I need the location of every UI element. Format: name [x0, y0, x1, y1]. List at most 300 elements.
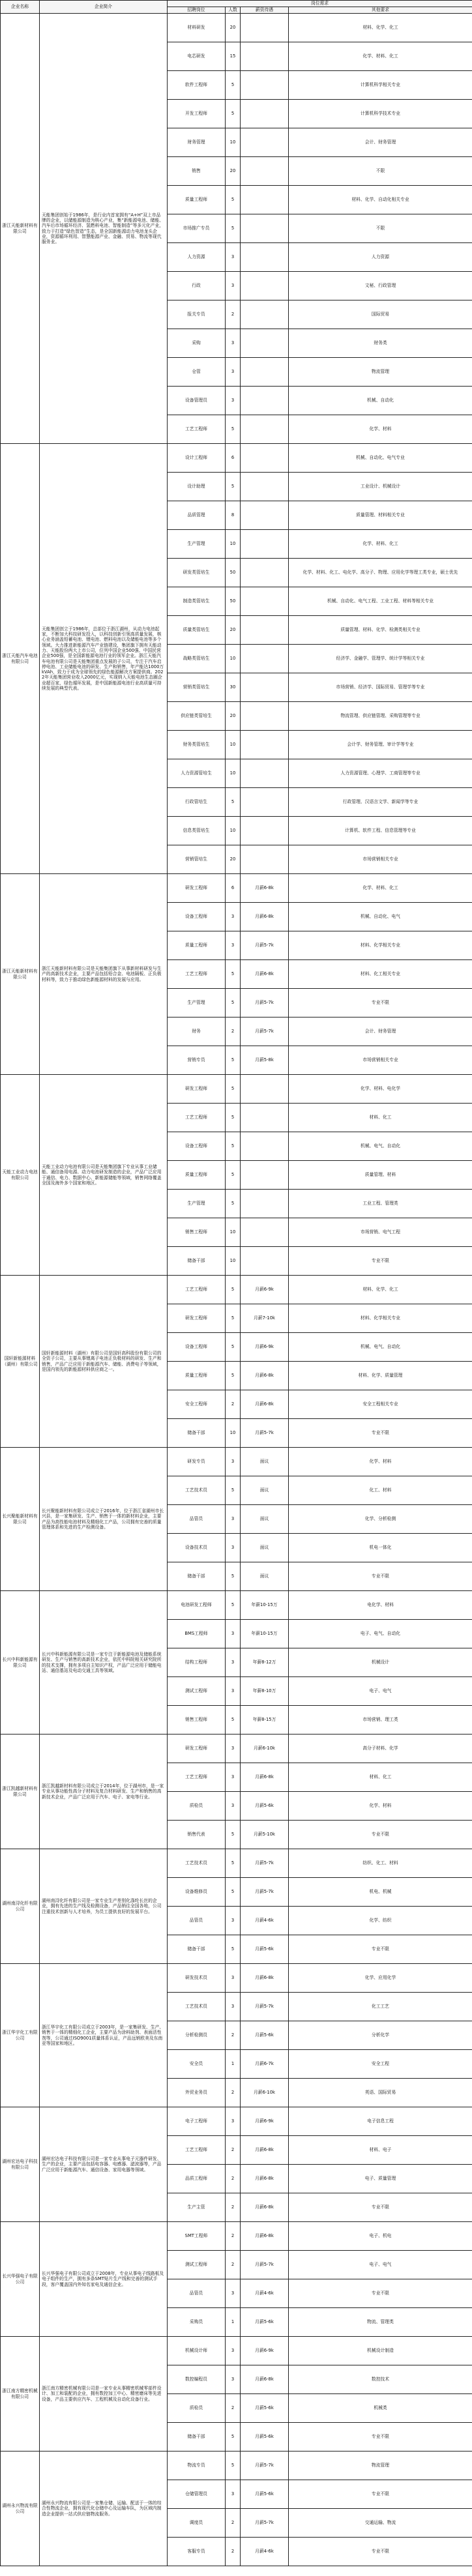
company-intro: 浙江南方精密机械有限公司是一家专业从事精密机械零部件设计、加工和装配的企业，拥有数控加工中心、精密磨床等先进设备，产品主要供应汽车、工程机械及自动化设备行业。 [40, 2337, 168, 2452]
job-count: 8 [226, 501, 241, 530]
job-count: 5 [226, 186, 241, 214]
job-position: 工艺技术员 [168, 1849, 226, 1878]
job-position: 研发工程师 [168, 1304, 226, 1333]
job-count: 3 [226, 387, 241, 415]
job-count: 5 [226, 1476, 241, 1505]
job-count: 3 [226, 1763, 241, 1792]
job-salary: 月薪6-8k [241, 2136, 289, 2165]
company-intro: 长兴华强电子有限公司成立于2008年，专业从事电子线路板及电子组件的生产，拥有多条SMT贴片生产线和完善的测试手段，客户覆盖国内外知名家电及通信企业。 [40, 2222, 168, 2337]
job-salary [241, 731, 289, 759]
job-position: 机械设计师 [168, 2337, 226, 2365]
table-row [1, 1849, 472, 1878]
job-count: 2 [226, 2222, 241, 2251]
job-salary: 月薪5-6k [241, 2423, 289, 2452]
job-count: 2 [226, 2394, 241, 2423]
job-position: 测试工程师 [168, 1677, 226, 1706]
job-count: 10 [226, 731, 241, 759]
job-salary [241, 759, 289, 788]
job-salary: 月薪6-8k [241, 2165, 289, 2193]
job-position: 品管员 [168, 1907, 226, 1935]
job-count: 5 [226, 1333, 241, 1362]
job-salary [241, 645, 289, 673]
job-position: 设备维修员 [168, 1878, 226, 1907]
job-count: 10 [226, 530, 241, 559]
job-requirement: 电化学、材料 [289, 1591, 472, 1620]
job-count: 10 [226, 128, 241, 157]
job-position: 营销类管培生 [168, 673, 226, 702]
job-count: 5 [226, 989, 241, 1017]
job-count: 2 [226, 2079, 241, 2107]
job-count: 3 [226, 1534, 241, 1562]
job-position: 软件工程师 [168, 71, 226, 100]
job-salary [241, 157, 289, 186]
job-requirement: 专业不限 [289, 1821, 472, 1849]
job-requirement: 化学、材料、化工 [289, 42, 472, 71]
job-salary: 月薪6-7k [241, 2050, 289, 2079]
job-salary: 月薪6-8k [241, 1964, 289, 1993]
job-count: 5 [226, 1104, 241, 1132]
job-requirement: 专业不限 [289, 1935, 472, 1964]
job-count: 3 [226, 1648, 241, 1677]
job-position: 品质管理 [168, 501, 226, 530]
job-requirement: 材料、化学相关专业 [289, 1304, 472, 1333]
company-intro: 天能集团创立于1986年，总部位于浙江湖州，从动力电池起家，不断加大科技研发投入，以科技创新引领高质量发展，核心业务涵盖铅蓄电池、锂电池、燃料电池以及储能电池等多个领域。大力推进新能源汽车产业链建设，集团旗下拥有天能动力、天能股份两大上市公司，位列中国企业500强、中国民营企业500强，是全国新能源电池行业的领军企业。浙江天能汽车电池有限公司是天能集团重点发展的子公司，专注于汽车启停电池、工业储能电池的研发、生产和销售，年产能达1000万kVAh，致力于成为全球领先的绿色能源解决方案提供商。2022年天能集团营业收入2000亿元，实现纳入天能电池生态圈企业超百家，绿色循环发展，是中国新能源电池行业高质量可持续发展的典型代表。 [40, 444, 168, 874]
job-salary: 月薪6-8k [241, 2193, 289, 2222]
job-salary [241, 1132, 289, 1161]
job-count: 3 [226, 2107, 241, 2136]
job-requirement: 材料、化学、自动化相关专业 [289, 186, 472, 214]
job-position: 调度员 [168, 2509, 226, 2538]
table-row [1, 1276, 472, 1304]
job-position: 工艺工程师 [168, 960, 226, 989]
job-position: 储备干部 [168, 1935, 226, 1964]
job-position: 生产管理 [168, 530, 226, 559]
job-salary: 年薪8-15万 [241, 1706, 289, 1734]
job-salary: 月薪6-9k [241, 1276, 289, 1304]
job-count: 5 [226, 1878, 241, 1907]
table-row [1, 874, 472, 903]
job-position: 质量工程师 [168, 186, 226, 214]
job-count: 3 [226, 2365, 241, 2394]
job-count: 30 [226, 673, 241, 702]
company-name: 浙江天能新材料有限公司 [1, 14, 40, 444]
table-row [1, 1591, 472, 1620]
job-requirement: 质量管理、材料相关专业 [289, 501, 472, 530]
job-requirement: 材料、化学、化工 [289, 1276, 472, 1304]
job-position: 结构工程师 [168, 1648, 226, 1677]
job-position: 工艺工程师 [168, 2136, 226, 2165]
job-requirement: 不限 [289, 157, 472, 186]
job-salary [241, 1218, 289, 1247]
company-name: 浙江凯越新材料有限公司 [1, 1734, 40, 1849]
job-requirement: 物流管理 [289, 358, 472, 387]
company-intro: 浙江华宇化工有限公司成立于2003年，是一家集研发、生产、销售于一体的精细化工企业，主要产品为涂料助剂、表面活性剂等，公司通过ISO9001质量体系认证，产品远销欧美及东南亚等国家和地区。 [40, 1964, 168, 2107]
job-count: 6 [226, 874, 241, 903]
job-position: 报关专员 [168, 300, 226, 329]
job-count: 3 [226, 1907, 241, 1935]
job-requirement: 安全工程相关专业 [289, 1390, 472, 1419]
job-requirement: 材料、电子 [289, 2136, 472, 2165]
company-name: 长兴中科新能源有限公司 [1, 1591, 40, 1734]
job-count: 2 [226, 2251, 241, 2279]
job-count: 2 [226, 2165, 241, 2193]
job-position: 数控编程员 [168, 2365, 226, 2394]
job-count: 5 [226, 71, 241, 100]
job-count: 3 [226, 2279, 241, 2308]
job-salary [241, 501, 289, 530]
job-position: 工艺工程师 [168, 1763, 226, 1792]
job-count: 5 [226, 788, 241, 817]
job-position: 储备干部 [168, 1562, 226, 1591]
job-salary [241, 358, 289, 387]
job-position: 市场推广专员 [168, 214, 226, 243]
job-count: 3 [226, 243, 241, 272]
job-requirement: 市场营销、经济学、国际贸易、管理学等专业 [289, 673, 472, 702]
job-salary: 年薪8-12万 [241, 1648, 289, 1677]
company-intro: 湖州宏达电子科技有限公司是一家专业从事电子元器件研发、生产的企业，主要产品包括电容器、电感器、滤波器等，产品广泛应用于新能源汽车、通信设备、家用电器等领域。 [40, 2107, 168, 2222]
job-position: 设备技术员 [168, 1534, 226, 1562]
job-salary [241, 616, 289, 645]
job-position: 生产主管 [168, 2193, 226, 2222]
company-intro: 浙江凯越新材料有限公司成立于2014年，位于湖州市，是一家专业从事功能性高分子材料及复合材料研发、生产和销售的高新技术企业，产品广泛应用于汽车、电子、家电等行业。 [40, 1734, 168, 1849]
job-salary: 月薪6-8k [241, 2222, 289, 2251]
job-position: 客服专员 [168, 2538, 226, 2566]
job-position: 品质工程师 [168, 2165, 226, 2193]
job-salary: 月薪5-6k [241, 2394, 289, 2423]
table-row [1, 444, 472, 473]
job-position: 工艺技术员 [168, 1476, 226, 1505]
job-requirement: 质量管理、材料 [289, 1161, 472, 1190]
job-position: 工艺工程师 [168, 1104, 226, 1132]
job-salary: 面议 [241, 1562, 289, 1591]
job-position: 财务类管培生 [168, 731, 226, 759]
job-count: 3 [226, 272, 241, 300]
job-requirement: 机械类 [289, 2394, 472, 2423]
job-position: 人力资源 [168, 243, 226, 272]
company-name: 长兴聚能新材料有限公司 [1, 1448, 40, 1591]
job-salary: 面议 [241, 1534, 289, 1562]
job-count: 1 [226, 2050, 241, 2079]
job-count: 5 [226, 473, 241, 501]
job-position: 安全工程师 [168, 1390, 226, 1419]
job-count: 3 [226, 2337, 241, 2365]
job-position: 工艺技术员 [168, 1993, 226, 2021]
job-position: 质检员 [168, 2394, 226, 2423]
job-count: 10 [226, 1218, 241, 1247]
job-count: 5 [226, 1304, 241, 1333]
job-salary: 面议 [241, 1505, 289, 1534]
header-position: 招聘岗位 [168, 7, 226, 14]
job-requirement: 计算机科学相关专业 [289, 71, 472, 100]
job-requirement: 国际贸易 [289, 300, 472, 329]
job-salary: 月薪5-7k [241, 1419, 289, 1448]
job-requirement: 计算机、软件工程、信息管理等专业 [289, 817, 472, 845]
job-position: BMS工程师 [168, 1620, 226, 1648]
job-salary: 月薪6-9k [241, 2107, 289, 2136]
job-requirement: 会计、财务管理 [289, 128, 472, 157]
job-requirement: 化学、材料 [289, 1448, 472, 1476]
job-count: 5 [226, 1132, 241, 1161]
job-salary: 月薪5-6k [241, 2480, 289, 2509]
job-position: 采购员 [168, 2308, 226, 2337]
job-requirement: 工业设计、机械设计 [289, 473, 472, 501]
job-position: 财务管理 [168, 128, 226, 157]
job-requirement: 材料、化工相关专业 [289, 960, 472, 989]
job-position: 开发工程师 [168, 100, 226, 128]
job-count: 50 [226, 587, 241, 616]
job-requirement: 专业不限 [289, 2423, 472, 2452]
job-salary: 年薪8-10万 [241, 1677, 289, 1706]
job-position: 研发工程师 [168, 1075, 226, 1104]
job-position: 销售 [168, 157, 226, 186]
job-count: 5 [226, 214, 241, 243]
job-position: 信息类管培生 [168, 817, 226, 845]
job-position: 储备干部 [168, 2423, 226, 2452]
job-position: 电池研发工程师 [168, 1591, 226, 1620]
job-position: 设计工程师 [168, 444, 226, 473]
job-requirement: 人力资源 [289, 243, 472, 272]
job-requirement: 电子、电气、自动化 [289, 1620, 472, 1648]
table-row [1, 1964, 472, 1993]
job-requirement: 机械设计制造 [289, 2337, 472, 2365]
job-salary [241, 71, 289, 100]
company-name: 天能工业动力电池有限公司 [1, 1075, 40, 1276]
job-requirement: 机电、机械 [289, 1878, 472, 1907]
company-name: 浙江天能新材料有限公司 [1, 874, 40, 1075]
job-salary [241, 243, 289, 272]
job-count: 20 [226, 14, 241, 42]
job-position: 质量工程师 [168, 1161, 226, 1190]
job-requirement: 高分子材料、化学 [289, 1734, 472, 1763]
job-count: 3 [226, 1964, 241, 1993]
job-count: 20 [226, 616, 241, 645]
job-position: 电子工程师 [168, 2107, 226, 2136]
job-position: 设计助理 [168, 473, 226, 501]
job-position: 战略类管培生 [168, 645, 226, 673]
job-requirement: 会计、财务管理 [289, 1017, 472, 1046]
header-other: 其他要求 [289, 7, 472, 14]
job-requirement: 电子、电气 [289, 2251, 472, 2279]
job-count: 5 [226, 415, 241, 444]
table-row [1, 2107, 472, 2136]
job-position: 工艺工程师 [168, 415, 226, 444]
company-intro: 湖州永兴物流有限公司是一家集仓储、运输、配送于一体的综合性物流企业，拥有现代化仓储中心及运输车队，为区域内制造企业提供一站式供应链物流服务。 [40, 2452, 168, 2566]
company-intro: 天能工业动力电池有限公司是天能集团旗下专业从事工业储能、通信备用电源、动力电池研发制造的企业，产品广泛应用于通信、电力、数据中心、新能源储能等领域，销售网络覆盖全国及海外多个国家和地区。 [40, 1075, 168, 1276]
job-position: 工艺工程师 [168, 1276, 226, 1304]
job-requirement: 化学、材料、电化学 [289, 1075, 472, 1104]
job-requirement: 经济学、金融学、管理学、统计学等相关专业 [289, 645, 472, 673]
job-requirement: 专业不限 [289, 1419, 472, 1448]
job-count: 5 [226, 2423, 241, 2452]
job-salary [241, 42, 289, 71]
job-position: 外贸业务员 [168, 2079, 226, 2107]
job-salary: 月薪5-7k [241, 1849, 289, 1878]
job-count: 20 [226, 702, 241, 731]
job-count: 3 [226, 931, 241, 960]
job-salary [241, 415, 289, 444]
job-requirement: 机械、自动化、电气专业 [289, 444, 472, 473]
job-salary [241, 100, 289, 128]
job-count: 1 [226, 2308, 241, 2337]
job-requirement: 市场营销、理工类 [289, 1706, 472, 1734]
company-intro: 浙江天能新材料有限公司是天能集团旗下从事新材料研发与生产的高新技术企业，主要产品包括铅合金、电池隔板、正负极材料等，致力于推动绿色新能源材料的发展与应用。 [40, 874, 168, 1075]
job-position: 人力资源管培生 [168, 759, 226, 788]
job-salary [241, 788, 289, 817]
job-count: 6 [226, 444, 241, 473]
job-requirement: 化学、材料、化工 [289, 530, 472, 559]
job-salary: 月薪5-7k [241, 2452, 289, 2480]
job-requirement: 质量管理、材料、化学、检测类相关专业 [289, 616, 472, 645]
job-requirement: 专业不限 [289, 2480, 472, 2509]
table-header [1, 1, 472, 14]
job-requirement: 电子信息工程 [289, 2107, 472, 2136]
job-salary [241, 186, 289, 214]
job-requirement: 机械设计 [289, 1648, 472, 1677]
job-requirement: 市场营销相关专业 [289, 845, 472, 874]
job-count: 5 [226, 1161, 241, 1190]
job-position: 品管员 [168, 2279, 226, 2308]
job-requirement: 物流管理 [289, 2452, 472, 2480]
job-position: 质量工程师 [168, 931, 226, 960]
job-salary: 月薪5-7k [241, 989, 289, 1017]
table-row [1, 1448, 472, 1476]
job-salary: 月薪5-10k [241, 1821, 289, 1849]
job-requirement: 行政管理、汉语言文学、新闻学等专业 [289, 788, 472, 817]
job-salary: 月薪6-8k [241, 1390, 289, 1419]
job-count: 3 [226, 1792, 241, 1821]
job-requirement: 市场营销相关专业 [289, 1046, 472, 1075]
job-requirement: 物流管理、供应链管理、采购管理等专业 [289, 702, 472, 731]
job-requirement: 材料、化工 [289, 1763, 472, 1792]
job-position: 营销管培生 [168, 845, 226, 874]
job-requirement: 文秘、行政管理 [289, 272, 472, 300]
job-requirement: 专业不限 [289, 989, 472, 1017]
job-position: 行政管培生 [168, 788, 226, 817]
company-name: 湖州宏达电子科技有限公司 [1, 2107, 40, 2222]
job-requirement: 化学、材料、化工、电化学、高分子、物理、应用化学等理工类专业，硕士优先 [289, 559, 472, 587]
job-count: 3 [226, 2480, 241, 2509]
job-position: 仓储管理员 [168, 2480, 226, 2509]
job-count: 5 [226, 1190, 241, 1218]
job-position: 储备干部 [168, 1419, 226, 1448]
job-salary [241, 387, 289, 415]
company-name: 湖州南浔化纤有限公司 [1, 1849, 40, 1964]
job-count: 5 [226, 1821, 241, 1849]
job-position: 物流专员 [168, 2452, 226, 2480]
job-requirement: 分析化学 [289, 2021, 472, 2050]
table-row [1, 1075, 472, 1104]
job-salary: 月薪5-7k [241, 1993, 289, 2021]
job-salary [241, 673, 289, 702]
company-intro: 国轩新能源材料（湖州）有限公司是国轩高科股份有限公司的全资子公司，主要从事锂离子电池正负极材料的研发、生产和销售，产品广泛应用于新能源汽车、储能、消费电子等领域，是国内领先的新能源材料供应商之一。 [40, 1276, 168, 1448]
job-salary: 年薪10-15万 [241, 1591, 289, 1620]
job-position: 销售代表 [168, 1821, 226, 1849]
table-row [1, 14, 472, 42]
job-count: 5 [226, 100, 241, 128]
job-requirement: 化学、材料、化工 [289, 874, 472, 903]
job-count: 5 [226, 1562, 241, 1591]
job-position: 质检员 [168, 1792, 226, 1821]
job-count: 3 [226, 1677, 241, 1706]
job-count: 3 [226, 1734, 241, 1763]
job-requirement: 化学、材料 [289, 415, 472, 444]
job-salary: 年薪10-15万 [241, 1620, 289, 1648]
job-salary [241, 559, 289, 587]
job-salary [241, 702, 289, 731]
job-position: 分析检测员 [168, 2021, 226, 2050]
job-requirement: 机械、自动化、电气 [289, 903, 472, 931]
job-salary: 月薪6-8k [241, 960, 289, 989]
job-salary: 月薪4-6k [241, 1907, 289, 1935]
job-requirement: 机械、电气、自动化 [289, 1333, 472, 1362]
company-intro: 长兴聚能新材料有限公司成立于2016年，位于浙江省湖州市长兴县，是一家集研发、生产、销售于一体的新材料企业，主要产品为高性能电池材料及精细化工产品，公司拥有完善的质量管理体系和先进的生产检测设备。 [40, 1448, 168, 1591]
job-count: 5 [226, 1849, 241, 1878]
job-position: 销售工程师 [168, 1218, 226, 1247]
job-requirement: 纺织、化工、材料 [289, 1849, 472, 1878]
job-position: 研发技术员 [168, 1964, 226, 1993]
job-salary [241, 1190, 289, 1218]
company-name: 国轩新能源材料（湖州）有限公司 [1, 1276, 40, 1448]
job-salary [241, 845, 289, 874]
header-company-intro: 企业简介 [40, 1, 168, 14]
job-salary [241, 300, 289, 329]
job-count: 5 [226, 1706, 241, 1734]
job-count: 3 [226, 903, 241, 931]
company-intro: 长兴中科新能源有限公司是一家专注于新能源电池及储能系统研发、生产与销售的高新技术企业，依托中科院相关研究院所的技术支撑，拥有多项自主知识产权，产品广泛应用于储能电站、通信基站及电动交通工具等领域。 [40, 1591, 168, 1734]
job-position: 营销专员 [168, 1046, 226, 1075]
job-salary: 月薪5-6k [241, 2021, 289, 2050]
job-position: 研发专员 [168, 1448, 226, 1476]
job-salary: 月薪6-10k [241, 1734, 289, 1763]
job-salary [241, 329, 289, 358]
job-requirement: 材料、化学、化工 [289, 14, 472, 42]
header-requirements: 岗位需求 [168, 1, 472, 7]
job-requirement: 专业不限 [289, 1562, 472, 1591]
job-salary: 月薪7-10k [241, 1304, 289, 1333]
job-salary [241, 587, 289, 616]
job-requirement: 专业不限 [289, 2279, 472, 2308]
job-count: 5 [226, 1591, 241, 1620]
job-count: 10 [226, 817, 241, 845]
job-salary: 月薪6-8k [241, 2365, 289, 2394]
job-requirement: 机械、自动化 [289, 387, 472, 415]
job-position: 制造类管培生 [168, 587, 226, 616]
job-requirement: 专业不限 [289, 1247, 472, 1276]
job-count: 2 [226, 1017, 241, 1046]
job-salary: 月薪4-6k [241, 2538, 289, 2566]
job-salary [241, 444, 289, 473]
company-intro: 湖州南浔化纤有限公司是一家专业生产差别化涤纶长丝的企业，拥有先进的生产线及检测设备，产品销往全国各地，公司注重技术创新与人才培养，为员工提供良好的发展平台。 [40, 1849, 168, 1964]
job-position: 生产管理 [168, 1190, 226, 1218]
job-count: 2 [226, 2509, 241, 2538]
header-company-name: 企业名称 [1, 1, 40, 14]
job-count: 10 [226, 1419, 241, 1448]
job-position: SMT工程师 [168, 2222, 226, 2251]
job-count: 2 [226, 2136, 241, 2165]
job-position: 设备管理员 [168, 387, 226, 415]
job-salary [241, 272, 289, 300]
job-position: 设备工程师 [168, 903, 226, 931]
job-requirement: 安全工程 [289, 2050, 472, 2079]
job-salary: 月薪5-8k [241, 1046, 289, 1075]
job-salary: 月薪6-10k [241, 2079, 289, 2107]
job-requirement: 交通运输、物流 [289, 2509, 472, 2538]
job-count: 3 [226, 1505, 241, 1534]
job-requirement: 不限 [289, 214, 472, 243]
job-requirement: 化学、纺织 [289, 1907, 472, 1935]
job-salary [241, 1161, 289, 1190]
job-requirement: 工业工程、管理类 [289, 1190, 472, 1218]
